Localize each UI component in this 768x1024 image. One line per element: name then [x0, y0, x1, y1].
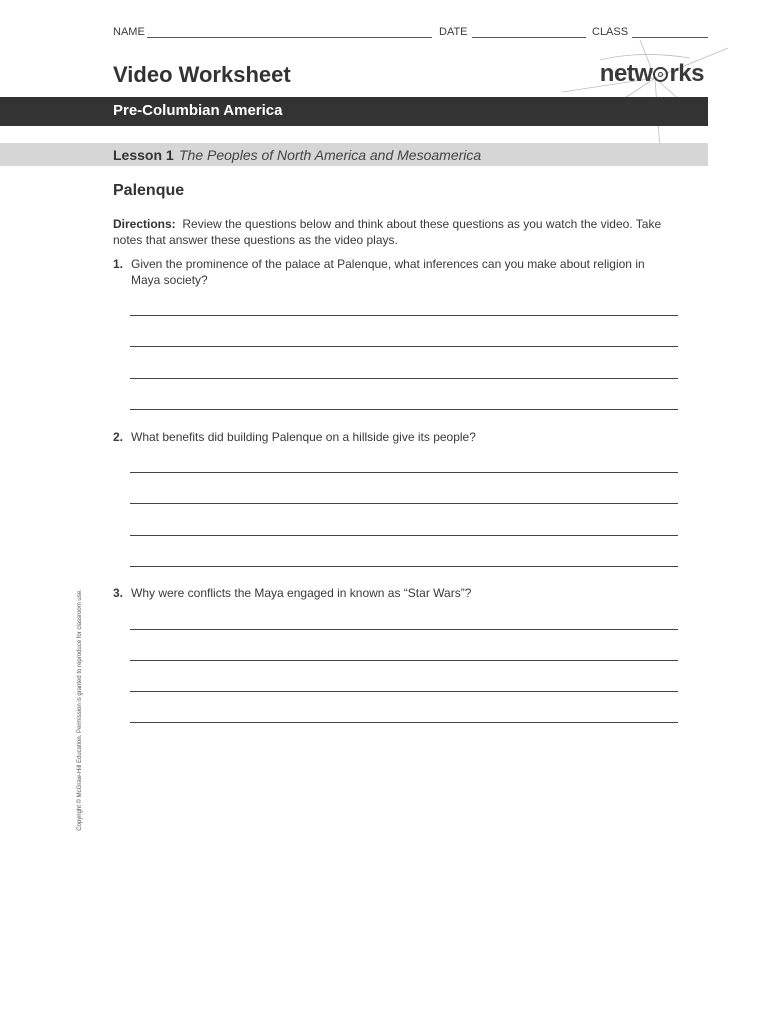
- answer-line[interactable]: [130, 722, 678, 723]
- date-label: DATE: [439, 26, 468, 38]
- unit-banner: [0, 97, 708, 126]
- answer-line[interactable]: [130, 535, 678, 536]
- lesson-subtitle: The Peoples of North America and Mesoamerica: [179, 147, 482, 163]
- directions-label: Directions:: [113, 217, 176, 231]
- class-label: CLASS: [592, 26, 629, 38]
- name-field[interactable]: [113, 26, 432, 38]
- answer-line[interactable]: [130, 691, 678, 692]
- question-3: [113, 585, 673, 601]
- question-text: Why were conflicts the Maya engaged in known as “Star Wars”?: [131, 586, 472, 600]
- answer-line[interactable]: [130, 472, 678, 473]
- answer-line[interactable]: [130, 409, 678, 410]
- page-title: Video Worksheet: [113, 62, 291, 87]
- answer-line[interactable]: [130, 378, 678, 379]
- class-line: [632, 27, 708, 38]
- question-number: 2.: [113, 430, 124, 444]
- question-number: 3.: [113, 586, 124, 600]
- directions: [113, 216, 673, 248]
- copyright-notice: Copyright © McGraw-Hill Education. Permission is granted to reproduce for classroom use.: [77, 589, 83, 831]
- question-1: [113, 256, 673, 288]
- lesson-label: Lesson 1: [113, 147, 174, 163]
- logo-globe-icon: [653, 67, 668, 82]
- logo-text-end: rks: [669, 60, 704, 87]
- date-line: [472, 27, 586, 38]
- answer-line[interactable]: [130, 566, 678, 567]
- section-heading: Palenque: [113, 182, 185, 199]
- logo-text-start: netw: [599, 60, 653, 87]
- answer-line[interactable]: [130, 629, 678, 630]
- answer-line[interactable]: [130, 503, 678, 504]
- unit-title: Pre-Columbian America: [113, 102, 283, 119]
- name-line: [147, 27, 432, 38]
- lesson-bar: [0, 143, 708, 166]
- question-text: Given the prominence of the palace at Palenque, what inferences can you make about religion in Maya society?: [131, 257, 645, 287]
- question-2: [113, 429, 673, 445]
- answer-line[interactable]: [130, 346, 678, 347]
- answer-line[interactable]: [130, 660, 678, 661]
- question-number: 1.: [113, 257, 124, 271]
- date-field[interactable]: [439, 26, 586, 38]
- directions-text: Review the questions below and think about these questions as you watch the video. Take notes that answer these questions as the video plays.: [113, 217, 662, 247]
- question-text: What benefits did building Palenque on a hillside give its people?: [131, 430, 476, 444]
- name-label: NAME: [113, 26, 145, 38]
- networks-logo: [600, 60, 704, 88]
- class-field[interactable]: [592, 26, 708, 38]
- answer-line[interactable]: [130, 315, 678, 316]
